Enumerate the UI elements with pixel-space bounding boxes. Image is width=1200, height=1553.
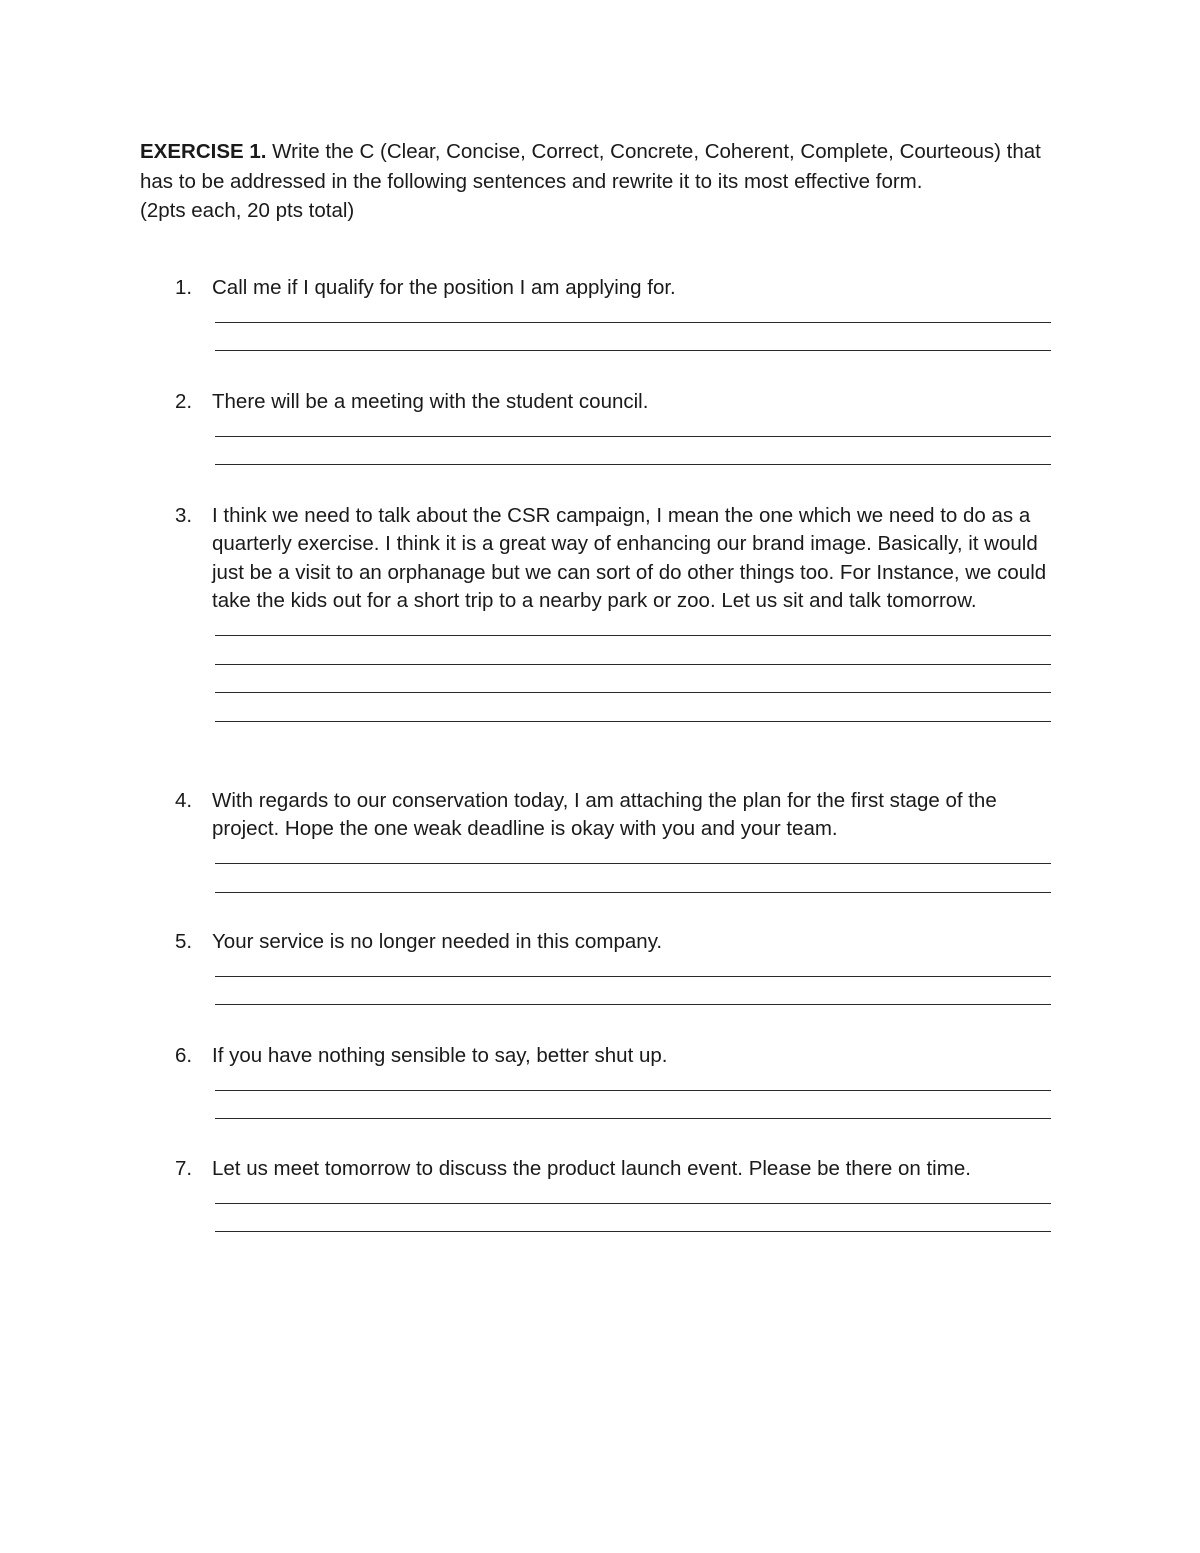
question-text: Let us meet tomorrow to discuss the product launch event. Please be there on time. bbox=[212, 1156, 971, 1180]
question-text: I think we need to talk about the CSR campaign, I mean the one which we need to do as a quarterly exercise. I think it is a great way of enhancing our brand image. Basically, it would just be a visit to an orphanage but we can sort of do other things too. For Instance, we could take the kids out for a short trip to a nearby park or zoo. Let us sit and talk tomorrow. bbox=[212, 503, 1047, 612]
answer-line[interactable] bbox=[215, 836, 1051, 865]
exercise-label: EXERCISE 1. bbox=[140, 140, 267, 163]
question-text: Your service is no longer needed in this company. bbox=[212, 929, 663, 953]
question-text: Call me if I qualify for the position I am applying for. bbox=[212, 275, 676, 299]
answer-line[interactable] bbox=[215, 437, 1051, 466]
question-number: 5. bbox=[175, 929, 193, 953]
question-item-3 bbox=[140, 502, 1060, 730]
exercise-instructions: Write the C (Clear, Concise, Correct, Concrete, Coherent, Complete, Courteous) that has to be addressed in the following sentences and rewrite it to its most effective form. bbox=[140, 140, 1041, 193]
question-number: 4. bbox=[175, 788, 193, 812]
answer-line[interactable] bbox=[215, 864, 1051, 893]
worksheet bbox=[140, 137, 1060, 1180]
question-item-2 bbox=[140, 388, 1060, 474]
question-number: 6. bbox=[175, 1043, 193, 1067]
answer-line[interactable] bbox=[215, 323, 1051, 352]
answer-line[interactable] bbox=[215, 665, 1051, 694]
question-item-5 bbox=[140, 928, 1060, 1014]
answer-line[interactable] bbox=[215, 1091, 1051, 1120]
answer-line[interactable] bbox=[215, 977, 1051, 1006]
question-number: 2. bbox=[175, 389, 193, 413]
question-number: 1. bbox=[175, 275, 193, 299]
question-number: 7. bbox=[175, 1156, 193, 1180]
answer-line[interactable] bbox=[215, 408, 1051, 437]
question-text: If you have nothing sensible to say, better shut up. bbox=[212, 1043, 668, 1067]
answer-line[interactable] bbox=[215, 1062, 1051, 1091]
answer-line[interactable] bbox=[215, 294, 1051, 323]
exercise-header bbox=[140, 137, 1060, 226]
question-item-4 bbox=[140, 787, 1060, 901]
question-number: 3. bbox=[175, 503, 193, 527]
question-text: With regards to our conservation today, I am attaching the plan for the first stage of the project. Hope the one weak deadline is okay with you and your team. bbox=[212, 788, 997, 840]
answer-line[interactable] bbox=[215, 636, 1051, 665]
question-item-7 bbox=[140, 1155, 1060, 1241]
answer-line[interactable] bbox=[215, 948, 1051, 977]
question-item-6 bbox=[140, 1042, 1060, 1128]
exercise-points: (2pts each, 20 pts total) bbox=[140, 199, 355, 222]
question-text: There will be a meeting with the student council. bbox=[212, 389, 649, 413]
question-item-1 bbox=[140, 274, 1060, 360]
answer-line[interactable] bbox=[215, 608, 1051, 637]
answer-line[interactable] bbox=[215, 693, 1051, 722]
answer-line[interactable] bbox=[215, 1204, 1051, 1233]
answer-line[interactable] bbox=[215, 1175, 1051, 1204]
